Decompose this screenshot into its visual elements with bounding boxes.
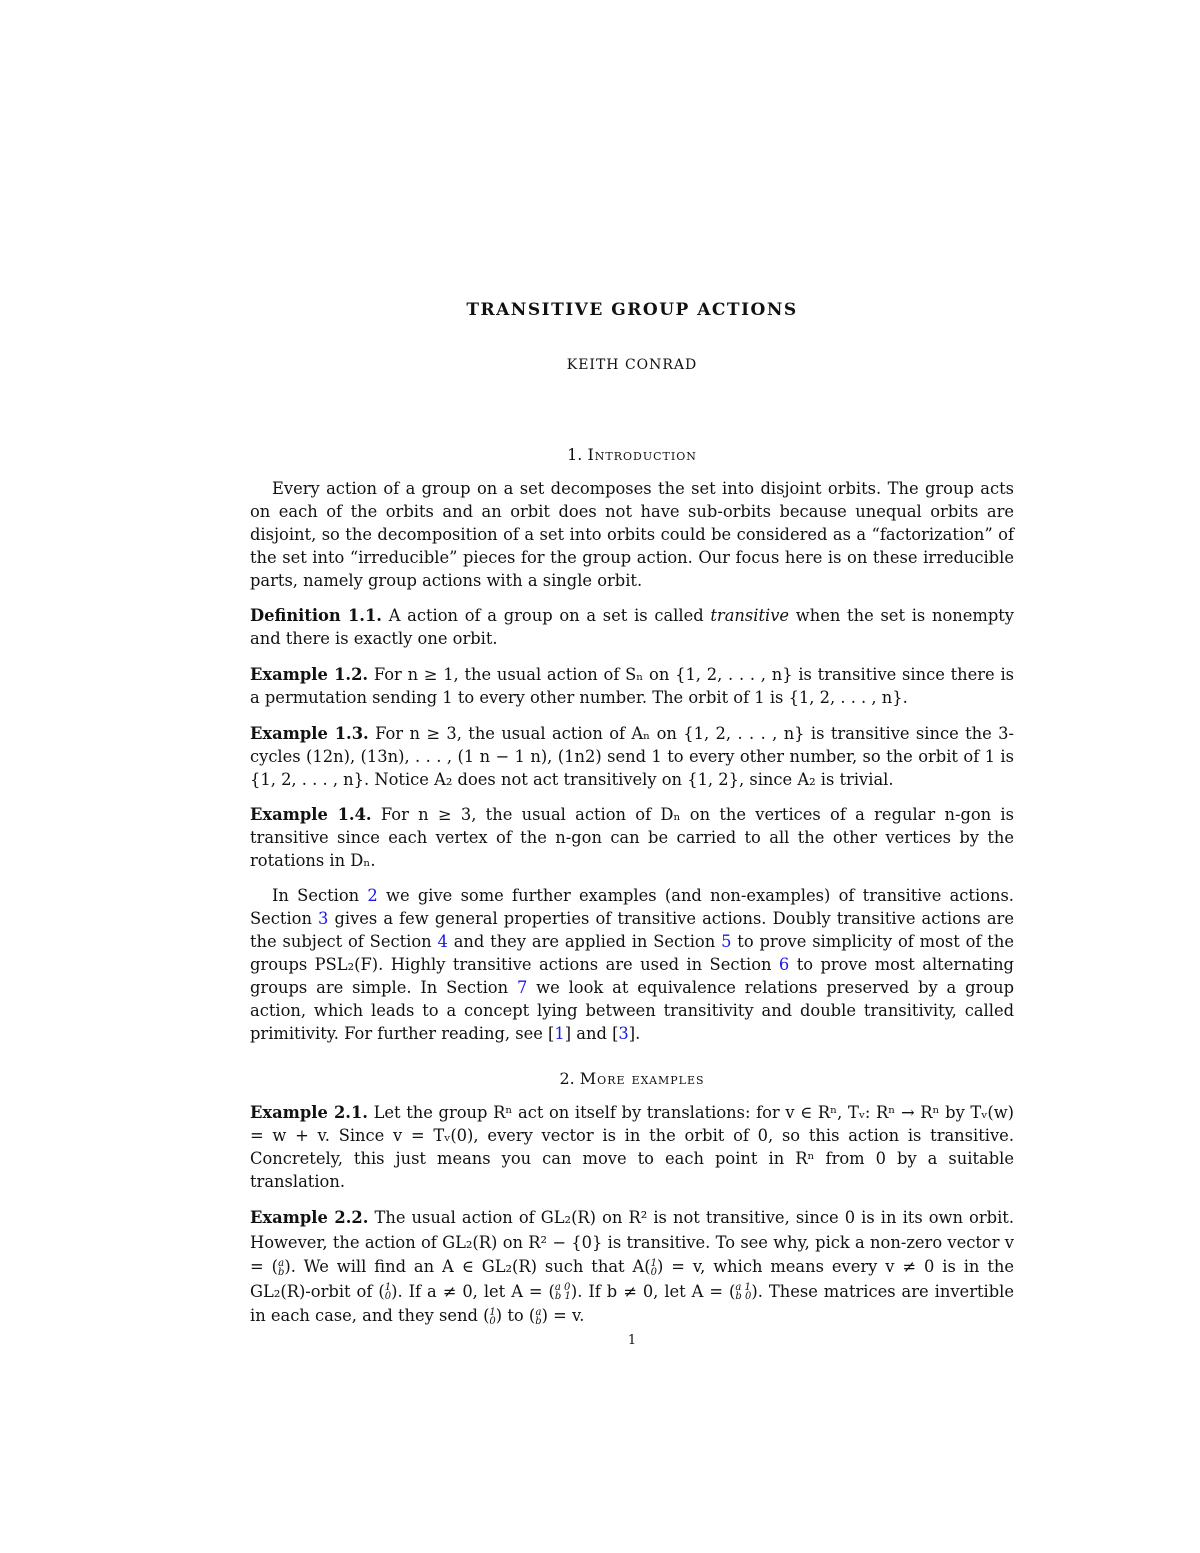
- example-label: Example 2.2.: [250, 1208, 369, 1227]
- overview-text: gives a few general properties of transitive actions. Doubly transitive actions are the subject of Section: [250, 909, 1014, 951]
- overview-text: ] and [: [564, 1024, 619, 1043]
- example-text: For n ≥ 3, the usual action of Aₙ on {1, 2, . . . , n} is transitive since the 3-cycles (12n), (13n), . . . , (1 n − 1 n), (1n2) send 1 to every other number, so the orbit of 1 is {1, 2, . . . , n}. Notice A₂ does not act transitively on {1, 2}, since A₂ is trivial.: [250, 724, 1015, 789]
- example-text: For n ≥ 1, the usual action of Sₙ on {1, 2, . . . , n} is transitive since there is a permutation sending 1 to every other number. The orbit of 1 is {1, 2, . . . , n}.: [250, 665, 1015, 707]
- matrix-a1-b0: a 1 b 0: [735, 1282, 752, 1302]
- definition-label: Definition 1.1.: [250, 606, 382, 625]
- example-2-1: [250, 1101, 1014, 1193]
- column-vector-ab: a b: [535, 1306, 542, 1327]
- section-link[interactable]: 5: [721, 932, 732, 951]
- intro-paragraph: Every action of a group on a set decomposes the set into disjoint orbits. The group acts on each of the orbits and an orbit does not have sub-orbits because unequal orbits are disjoint, so the decomposition of a set into orbits could be considered as a “factorization” of the set into “irreducible” pieces for the group action. Our focus here is on these irreducible parts, namely group actions with a single orbit.: [250, 479, 1014, 590]
- example-label: Example 1.2.: [250, 665, 369, 684]
- example-text: = v.: [553, 1306, 585, 1325]
- example-text: to: [507, 1306, 524, 1325]
- example-1-4: [250, 803, 1014, 872]
- example-text: . These matrices are invertible in each case, and they send: [250, 1281, 1014, 1325]
- definition-1-1: [250, 604, 1014, 650]
- author-name: KEITH CONRAD: [566, 357, 698, 373]
- example-text: The usual action of GL₂(R) on R² is not transitive, since 0 is in its own orbit. However, the action of GL₂(R) on R² − {0} is transitive. To see why, pick a non-zero vector v =: [250, 1208, 1014, 1276]
- citation-link[interactable]: 1: [554, 1024, 565, 1043]
- example-text: For n ≥ 3, the usual action of Dₙ on the vertices of a regular n-gon is transitive since each vertex of the n-gon can be carried to all the other vertices by the rotations in Dₙ.: [250, 805, 1014, 870]
- definition-text-post: when the set is nonempty and there is exactly one orbit.: [250, 606, 1014, 648]
- section-1-heading: [250, 445, 1014, 464]
- column-vector-10: 1 0: [489, 1306, 496, 1327]
- overview-text: we give some further examples (and non-examples) of transitive actions. Section: [250, 886, 1014, 928]
- example-1-2: [250, 663, 1014, 709]
- column-vector-10: 1 0: [384, 1282, 392, 1302]
- paper-title: TRANSITIVE GROUP ACTIONS: [466, 300, 798, 320]
- example-label: Example 2.1.: [250, 1103, 368, 1122]
- overview-text: In Section: [272, 886, 360, 905]
- section-link[interactable]: 3: [318, 909, 329, 928]
- overview-text: ].: [628, 1024, 641, 1043]
- section-link[interactable]: 4: [437, 932, 448, 951]
- page-number: 1: [627, 1333, 637, 1348]
- example-text: . If a ≠ 0, let A =: [397, 1281, 543, 1301]
- overview-text: to prove most alternating groups are simple. In Section: [250, 955, 1014, 997]
- section-link[interactable]: 6: [778, 955, 790, 974]
- overview-text: to prove simplicity of most of the groups PSL₂(F). Highly transitive actions are used in Section: [250, 932, 1014, 974]
- example-2-2: Example 2.2. The usual action of GL₂(R) on R² is not transitive, since 0 is in its own orbit. However, the action of GL₂(R) on R² − {0} is transitive. To see why, pick a non-zero vector v = (a b). We will find an A ∈ GL₂(R) such that A(1 0) = v, which means every v ≠ 0 is in the GL₂(R)-orbit of (1 0). If a ≠ 0, let A = (a 0 b 1). If b ≠ 0, let A = (a 1 b 0). These matrices are invertible in each case, and they send (1 0) to (a b) = v.: [250, 1208, 1015, 1327]
- section-number: 2.: [559, 1069, 575, 1088]
- example-1-3: [250, 722, 1014, 791]
- example-label: Example 1.4.: [250, 805, 372, 824]
- column-vector-ab: a b: [277, 1257, 285, 1278]
- section-link[interactable]: 2: [367, 886, 378, 905]
- section-2-heading: [250, 1069, 1014, 1088]
- definition-text-pre: A action of a group on a set is called: [388, 606, 704, 625]
- definition-term: transitive: [710, 606, 790, 625]
- example-text: . If b ≠ 0, let A =: [577, 1281, 724, 1301]
- section-link[interactable]: 7: [516, 978, 528, 997]
- example-label: Example 1.3.: [250, 724, 369, 743]
- example-text: . We will find an A ∈ GL₂(R) such that A: [290, 1257, 645, 1276]
- section-number: 1.: [567, 445, 583, 464]
- overview-text: and they are applied in Section: [453, 932, 716, 951]
- example-text: Let the group Rⁿ act on itself by translations: for v ∈ Rⁿ, Tᵥ: Rⁿ → Rⁿ by Tᵥ(w) = w + v. Since v = Tᵥ(0), every vector is in the orbit of 0, so this action is transitive. Concretely, this just means you can move to each point in Rⁿ from 0 by a suitable translation.: [250, 1103, 1014, 1191]
- section-title: Introduction: [587, 445, 697, 464]
- section-title: More examples: [579, 1069, 705, 1088]
- citation-link[interactable]: 3: [618, 1024, 629, 1043]
- example-text: = v, which means every v ≠ 0 is in the GL₂(R)-orbit of: [250, 1257, 1015, 1301]
- overview-text: we look at equivalence relations preserved by a group action, which leads to a concept lying between transitivity and double transitivity, called primitivity. For further reading, see [: [250, 978, 1015, 1043]
- matrix-a0-b1: a 0 b 1: [554, 1282, 571, 1302]
- column-vector-10: 1 0: [650, 1257, 657, 1278]
- overview-paragraph: [250, 884, 1014, 1045]
